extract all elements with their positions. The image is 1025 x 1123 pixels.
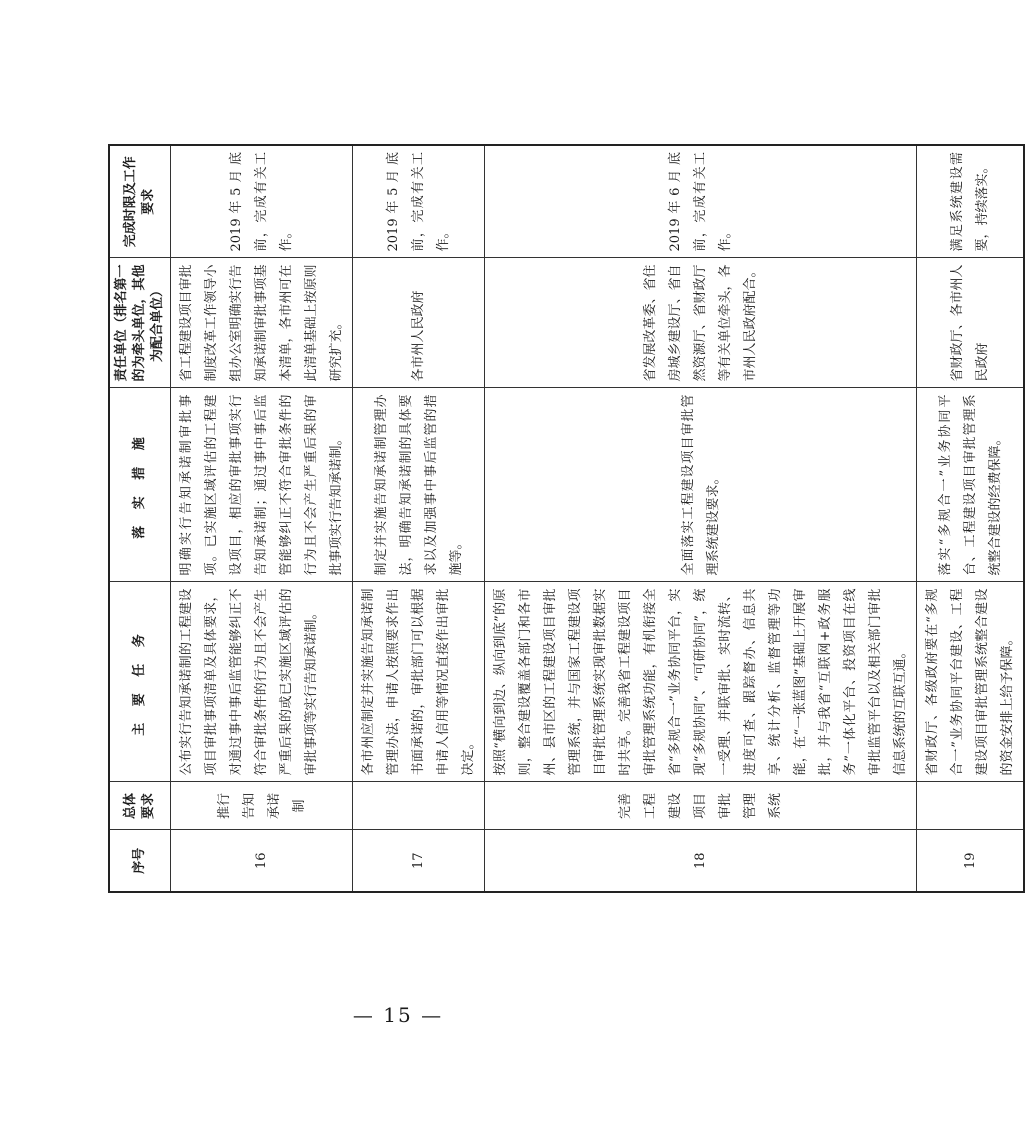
row-task: 按照“横向到边、纵向到底”的原则，整合建设覆盖各部门和各市州、县市区的工程建设项目审批管理系统，并与国家工程建设项目审批管理系统实现审批数据实时共享。完善我省工程建设项目审批管理系统功能，有机衔接全省“多规合一”业务协同平台，实现“多规协同”、“可研协同”，统一受理、并联审批、实时流转、进度可查、跟踪督办、信息共享、统计分析、监督管理等功能，在“一张蓝图”基础上开展审批，并与我省“互联网+政务服务”一体化平台、投资项目在线审批监管平台以及相关部门审批信息系统的互联互通。 xyxy=(485,582,917,782)
row-measure: 制定并实施告知承诺制管理办法，明确告知承诺制的具体要求以及加强事中事后监管的措施等。 xyxy=(353,388,485,582)
row-no: 18 xyxy=(485,830,917,892)
row-measure: 明确实行告知承诺制审批事项。已实施区域评估的工程建设项目，相应的审批事项实行告知承诺制；通过事中事后监管能够纠正不符合审批条件的行为且不会产生严重后果的审批事项实行告知承诺制。 xyxy=(171,388,353,582)
page-number: — 15 — xyxy=(352,1003,444,1027)
row-measure: 落实“多规合一”业务协同平台、工程建设项目审批管理系统整合建设的经费保障。 xyxy=(917,388,1025,582)
row-category: 完善工程建设项目审批管理系统 xyxy=(485,782,917,830)
row-no: 16 xyxy=(171,830,353,892)
table-row xyxy=(485,145,917,892)
row-unit: 省工程建设项目审批制度改革工作领导小组办公室明确实行告知承诺制审批事项基本清单，各市州可在此清单基础上按原则研究扩充。 xyxy=(171,258,353,388)
header-deadline: 完成时限及工作要求 xyxy=(109,145,171,258)
row-deadline: 2019年6月底前，完成有关工作。 xyxy=(485,145,917,258)
row-category xyxy=(353,782,485,830)
header-category: 总体要求 xyxy=(109,782,171,830)
table-row xyxy=(917,145,1025,892)
row-no: 17 xyxy=(353,830,485,892)
row-task: 各市州应制定并实施告知承诺制管理办法，申请人按照要求作出书面承诺的，审批部门可以根据申请人信用等情况直接作出审批决定。 xyxy=(353,582,485,782)
row-unit: 各市州人民政府 xyxy=(353,258,485,388)
row-category xyxy=(917,782,1025,830)
row-task: 省财政厅、各级政府要在“多规合一”业务协同平台建设、工程建设项目审批管理系统整合建设的资金安排上给予保障。 xyxy=(917,582,1025,782)
header-measure: 落 实 措 施 xyxy=(109,388,171,582)
header-unit: 责任单位（排名第一的为牵头单位，其他为配合单位） xyxy=(109,258,171,388)
table-row xyxy=(353,145,485,892)
row-deadline: 2019年5月底前，完成有关工作。 xyxy=(353,145,485,258)
row-category: 推行告知承诺制 xyxy=(171,782,353,830)
row-unit: 省发展改革委、省住房城乡建设厅、省自然资源厅、省财政厅等有关单位牵头，各市州人民政府配合。 xyxy=(485,258,917,388)
row-task: 公布实行告知承诺制的工程建设项目审批事项清单及具体要求，对通过事中事后监管能够纠正不符合审批条件的行为且不会产生严重后果的或已实施区域评估的审批事项等实行告知承诺制。 xyxy=(171,582,353,782)
rotated-table-container xyxy=(108,146,1015,893)
row-deadline: 满足系统建设需要，持续落实。 xyxy=(917,145,1025,258)
table-header-row xyxy=(109,145,171,892)
task-table xyxy=(108,144,1025,893)
row-measure: 全面落实工程建设项目审批管理系统建设要求。 xyxy=(485,388,917,582)
row-no: 19 xyxy=(917,830,1025,892)
row-deadline: 2019年5月底前，完成有关工作。 xyxy=(171,145,353,258)
header-no: 序号 xyxy=(109,830,171,892)
table-row xyxy=(171,145,353,892)
header-task: 主 要 任 务 xyxy=(109,582,171,782)
row-unit: 省财政厅、各市州人民政府 xyxy=(917,258,1025,388)
